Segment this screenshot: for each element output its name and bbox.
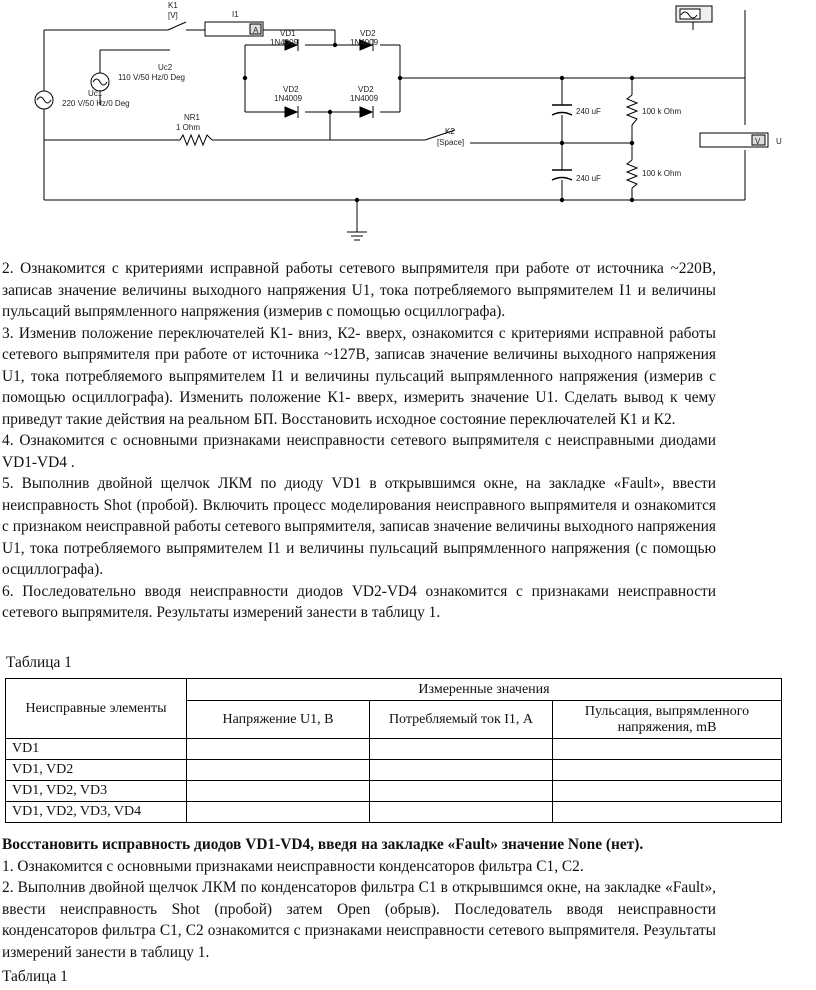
svg-text:I1: I1 bbox=[232, 10, 239, 19]
table-row bbox=[6, 781, 782, 802]
capacitor-step-2: 2. Выполнив двойной щелчок ЛКМ по конденсаторов фильтра C1 в открывшимся окне, на закладке «Fault», ввести неисправность Shot (пробой) затем Open (обрыв). Последователь вводя неисправности конденсаторов фильтра C1, C2 ознакомится с признаками неисправности сетевого выпрямителя. Результаты измерений занести в таблицу 1. bbox=[2, 879, 716, 961]
svg-text:Uc2: Uc2 bbox=[158, 63, 173, 72]
svg-text:A: A bbox=[253, 26, 259, 35]
svg-text:240 uF: 240 uF bbox=[576, 174, 601, 183]
svg-text:VD2: VD2 bbox=[360, 29, 376, 38]
step-6: 6. Последовательно вводя неисправности диодов VD2-VD4 ознакомится с признаками неисправности сетевого выпрямителя. Результаты измерений занести в таблицу 1. bbox=[2, 582, 716, 621]
step-2: 2. Ознакомится с критериями исправной работы сетевого выпрямителя при работе от источника ~220В, записав значение величины выходного напряжения U1, тока потребляемого выпрямителем I1 и величины пульсаций выпрямленного напряжения (измерив с помощью осциллографа). bbox=[2, 260, 716, 320]
table-caption-2: Таблица 1 bbox=[2, 968, 68, 985]
cell-ripple bbox=[553, 739, 782, 760]
svg-text:VD2: VD2 bbox=[283, 85, 299, 94]
cell-current bbox=[370, 802, 553, 823]
svg-text:1N4009: 1N4009 bbox=[350, 38, 379, 47]
header-measured-values: Измеренные значения bbox=[187, 679, 782, 701]
table-row bbox=[6, 760, 782, 781]
row-label: VD1, VD2, VD3, VD4 bbox=[6, 802, 187, 823]
svg-text:[V]: [V] bbox=[168, 11, 178, 20]
svg-text:K2: K2 bbox=[445, 127, 455, 136]
table-row bbox=[6, 739, 782, 760]
svg-text:220 V/50 Hz/0 Deg: 220 V/50 Hz/0 Deg bbox=[62, 99, 130, 108]
svg-text:U: U bbox=[776, 137, 782, 146]
header-faulty-elements: Неисправные элементы bbox=[6, 679, 187, 739]
table-caption: Таблица 1 bbox=[6, 654, 72, 671]
instructions-block-1 bbox=[2, 258, 716, 624]
svg-text:V: V bbox=[755, 137, 761, 146]
svg-text:240 uF: 240 uF bbox=[576, 107, 601, 116]
cell-voltage bbox=[187, 760, 370, 781]
step-5: 5. Выполнив двойной щелчок ЛКМ по диоду VD1 в открывшимся окне, на закладке «Fault», ввести неисправность Shot (пробой). Включить процесс моделирования неисправного выпрямителя и ознакомится с признаком неисправной работы сетевого выпрямителя, записав значение величины выходного напряжения U1, тока потребляемого выпрямителем I1 и величины пульсаций выпрямленного напряжения (с помощью осциллографа). bbox=[2, 475, 716, 578]
svg-text:100 k Ohm: 100 k Ohm bbox=[642, 107, 682, 116]
measurements-table bbox=[5, 678, 782, 823]
header-ripple: Пульсация, выпрямленного напряжения, mВ bbox=[553, 701, 782, 739]
instructions-block-2 bbox=[2, 834, 716, 963]
row-label: VD1, VD2 bbox=[6, 760, 187, 781]
svg-text:100 k Ohm: 100 k Ohm bbox=[642, 169, 682, 178]
svg-text:Uc1: Uc1 bbox=[88, 89, 103, 98]
row-label: VD1 bbox=[6, 739, 187, 760]
svg-text:[Space]: [Space] bbox=[437, 138, 465, 147]
cell-ripple bbox=[553, 781, 782, 802]
svg-text:1 Ohm: 1 Ohm bbox=[176, 123, 201, 132]
svg-text:1N4009: 1N4009 bbox=[274, 94, 303, 103]
cell-voltage bbox=[187, 802, 370, 823]
cell-voltage bbox=[187, 781, 370, 802]
restore-diodes-note: Восстановить исправность диодов VD1-VD4, введя на закладке «Fault» значение None (нет). bbox=[2, 836, 644, 853]
svg-text:1N4009: 1N4009 bbox=[270, 38, 299, 47]
row-label: VD1, VD2, VD3 bbox=[6, 781, 187, 802]
svg-text:VD1: VD1 bbox=[280, 29, 296, 38]
cell-ripple bbox=[553, 760, 782, 781]
cell-current bbox=[370, 760, 553, 781]
svg-text:110 V/50 Hz/0 Deg: 110 V/50 Hz/0 Deg bbox=[118, 73, 186, 82]
cell-current bbox=[370, 781, 553, 802]
oscilloscope bbox=[676, 6, 712, 22]
svg-text:NR1: NR1 bbox=[184, 113, 201, 122]
cell-current bbox=[370, 739, 553, 760]
step-4: 4. Ознакомится с основными признаками неисправности сетевого выпрямителя с неисправными диодами VD1-VD4 . bbox=[2, 432, 716, 471]
cell-voltage bbox=[187, 739, 370, 760]
svg-text:VD2: VD2 bbox=[358, 85, 374, 94]
header-current: Потребляемый ток I1, А bbox=[370, 701, 553, 739]
source-uc1 bbox=[35, 91, 53, 109]
cell-ripple bbox=[553, 802, 782, 823]
step-3: 3. Изменив положение переключателей К1- вниз, К2- вверх, ознакомится с критериями исправной работы сетевого выпрямителя при работе от источника ~127В, записав значение величины выходного напряжения U1, тока потребляемого выпрямителем I1 и величины пульсаций выпрямленного напряжения (измерив с помощью осциллографа). Изменить положение К1- вверх, измерить значение U1. Сделать вывод к чему приведут такие действия на реальном БП. Восстановить исходное состояние переключателей К1 и К2. bbox=[2, 324, 716, 428]
header-voltage: Напряжение U1, В bbox=[187, 701, 370, 739]
capacitor-step-1: 1. Ознакомится с основными признаками неисправности конденсаторов фильтра C1, C2. bbox=[2, 857, 584, 875]
table-row bbox=[6, 802, 782, 823]
svg-text:K1: K1 bbox=[168, 1, 178, 10]
circuit-schematic bbox=[0, 0, 816, 250]
svg-text:1N4009: 1N4009 bbox=[350, 94, 379, 103]
